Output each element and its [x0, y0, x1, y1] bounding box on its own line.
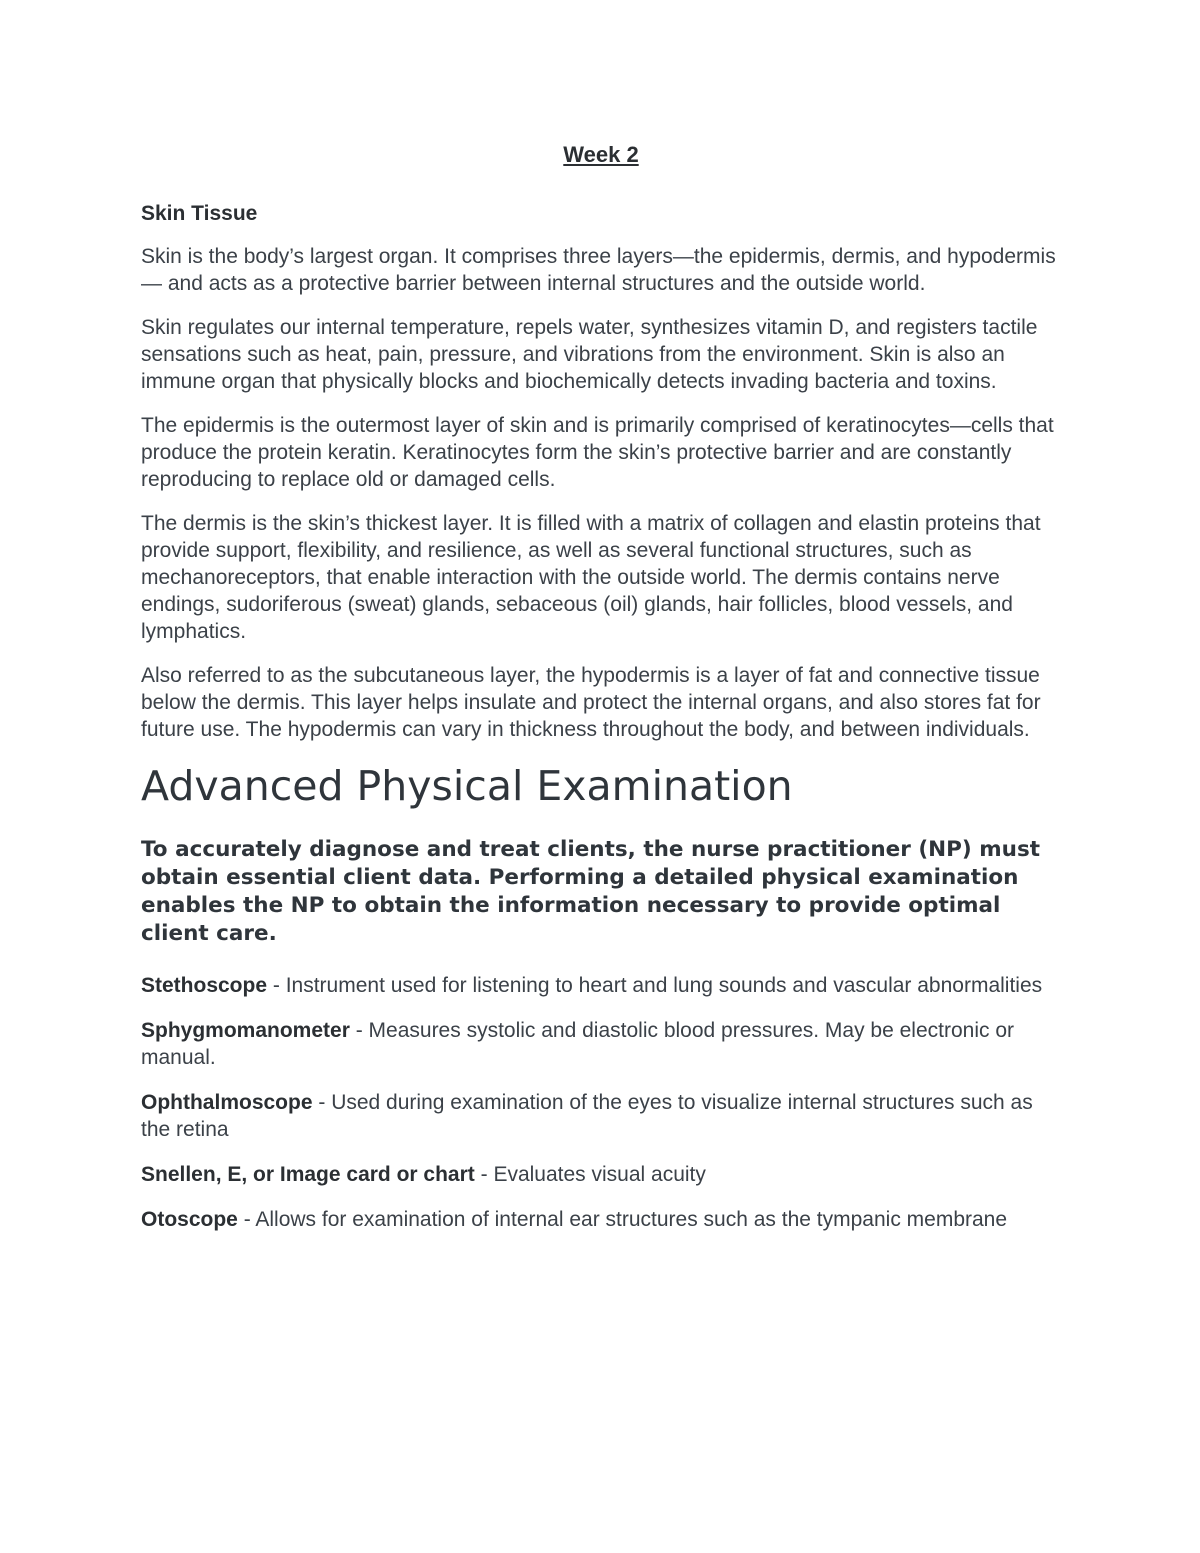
- big-heading: Advanced Physical Examination: [141, 762, 793, 810]
- term-item: [141, 1089, 1061, 1143]
- term-definition: - Allows for examination of internal ear structures such as the tympanic membrane: [237, 1208, 1008, 1231]
- term-name: Snellen, E, or Image card or chart: [141, 1163, 475, 1186]
- intro-paragraph: To accurately diagnose and treat clients, the nurse practitioner (NP) must obtain essential client data. Performing a detailed physical examination enables the NP to obtain the information necessary to provide optimal client care.: [141, 837, 1041, 946]
- term-item: [141, 1206, 1061, 1233]
- term-name: Ophthalmoscope: [141, 1091, 313, 1114]
- term-item: [141, 1161, 1061, 1188]
- term-definition: - Used during examination of the eyes to visualize internal structures such as the retina: [141, 1091, 1033, 1141]
- section-heading-skin-tissue: Skin Tissue: [141, 202, 258, 225]
- term-name: Sphygmomanometer: [141, 1019, 350, 1042]
- paragraph: Skin regulates our internal temperature, repels water, synthesizes vitamin D, and registers tactile sensations such as heat, pain, pressure, and vibrations from the environment. Skin is also an immune organ that physically blocks and biochemically detects invading bacteria and toxins.: [141, 316, 1038, 393]
- term-name: Stethoscope: [141, 974, 268, 997]
- paragraph: Skin is the body’s largest organ. It comprises three layers—the epidermis, dermis, and hypodermis— and acts as a protective barrier between internal structures and the outside world.: [141, 245, 1056, 295]
- term-item: [141, 1017, 1061, 1071]
- paragraph: Also referred to as the subcutaneous layer, the hypodermis is a layer of fat and connective tissue below the dermis. This layer helps insulate and protect the internal organs, and also stores fat for future use. The hypodermis can vary in thickness throughout the body, and between individuals.: [141, 664, 1041, 741]
- week-title: Week 2: [563, 142, 639, 167]
- term-item: [141, 972, 1061, 999]
- paragraph: The dermis is the skin’s thickest layer. It is filled with a matrix of collagen and elastin proteins that provide support, flexibility, and resilience, as well as several functional structures, such as mechanoreceptors, that enable interaction with the outside world. The dermis contains nerve endings, sudoriferous (sweat) glands, sebaceous (oil) glands, hair follicles, blood vessels, and lymphatics.: [141, 512, 1041, 643]
- term-definition: - Measures systolic and diastolic blood pressures. May be electronic or manual.: [141, 1019, 1014, 1069]
- term-name: Otoscope: [141, 1208, 238, 1231]
- paragraph: The epidermis is the outermost layer of skin and is primarily comprised of keratinocytes—cells that produce the protein keratin. Keratinocytes form the skin’s protective barrier and are constantly reproducing to replace old or damaged cells.: [141, 414, 1054, 491]
- term-definition: - Evaluates visual acuity: [474, 1163, 706, 1186]
- term-definition: - Instrument used for listening to heart and lung sounds and vascular abnormalities: [267, 974, 1043, 997]
- document-page: [141, 140, 1061, 1251]
